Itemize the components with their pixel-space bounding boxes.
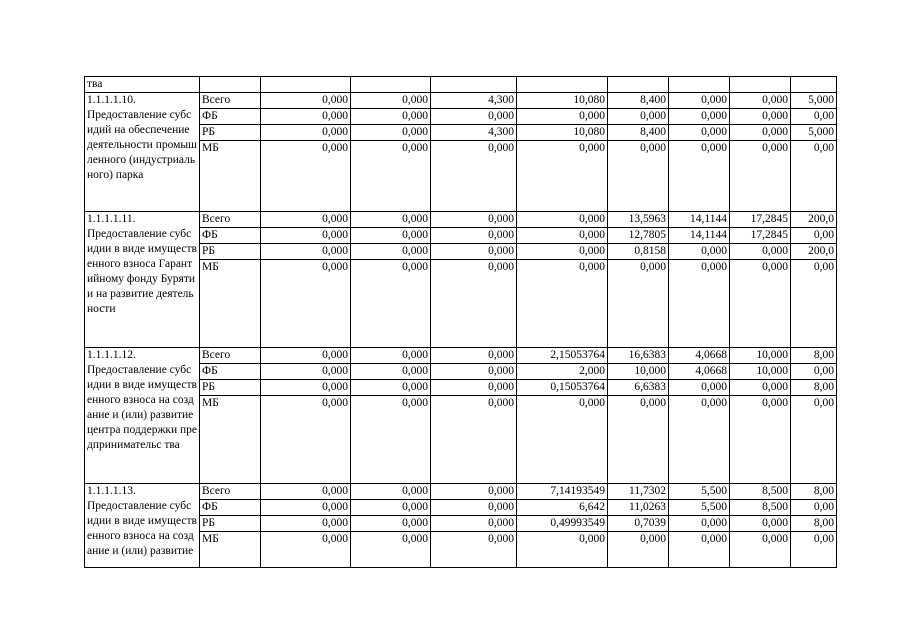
empty-cell	[730, 77, 791, 93]
value-cell: 5,500	[669, 484, 730, 500]
value-cell: 0,000	[351, 380, 431, 396]
value-cell: 0,49993549	[517, 516, 608, 532]
value-cell: 0,000	[431, 244, 517, 260]
item-code: 1.1.1.1.10.	[87, 94, 136, 106]
value-cell: 0,00	[791, 228, 837, 244]
funding-source-cell: РБ	[200, 125, 261, 141]
funding-source-cell: МБ	[200, 396, 261, 484]
value-cell: 0,000	[730, 244, 791, 260]
funding-source-cell: ФБ	[200, 228, 261, 244]
value-cell: 0,000	[261, 532, 351, 568]
table-row	[85, 212, 837, 228]
value-cell: 0,000	[669, 516, 730, 532]
value-cell: 17,2845	[730, 212, 791, 228]
value-cell: 8,400	[608, 93, 669, 109]
value-cell: 0,000	[351, 516, 431, 532]
value-cell: 8,00	[791, 348, 837, 364]
value-cell: 0,00	[791, 396, 837, 484]
value-cell: 0,000	[351, 212, 431, 228]
value-cell: 0,000	[730, 260, 791, 348]
value-cell: 0,000	[261, 396, 351, 484]
value-cell: 200,0	[791, 244, 837, 260]
table-row	[85, 348, 837, 364]
funding-source-cell: Всего	[200, 484, 261, 500]
value-cell: 4,300	[431, 125, 517, 141]
value-cell: 0,000	[608, 109, 669, 125]
funding-source-cell: Всего	[200, 348, 261, 364]
value-cell: 0,000	[669, 380, 730, 396]
value-cell: 0,00	[791, 109, 837, 125]
value-cell: 0,000	[431, 380, 517, 396]
value-cell: 0,000	[431, 348, 517, 364]
value-cell: 0,000	[517, 244, 608, 260]
value-cell: 0,000	[669, 244, 730, 260]
value-cell: 14,1144	[669, 228, 730, 244]
empty-cell	[351, 77, 431, 93]
value-cell: 0,000	[261, 260, 351, 348]
value-cell: 0,000	[351, 396, 431, 484]
value-cell: 0,000	[608, 532, 669, 568]
value-cell: 0,00	[791, 141, 837, 212]
value-cell: 0,000	[261, 516, 351, 532]
empty-cell	[608, 77, 669, 93]
funding-source-cell: ФБ	[200, 109, 261, 125]
value-cell: 6,6383	[608, 380, 669, 396]
item-description-cell	[85, 348, 200, 484]
value-cell: 0,000	[431, 516, 517, 532]
value-cell: 0,000	[730, 109, 791, 125]
funding-source-cell: МБ	[200, 532, 261, 568]
value-cell: 0,000	[431, 500, 517, 516]
value-cell: 0,000	[351, 484, 431, 500]
value-cell: 0,000	[261, 348, 351, 364]
value-cell: 11,7302	[608, 484, 669, 500]
empty-cell	[261, 77, 351, 93]
value-cell: 0,000	[669, 125, 730, 141]
funding-source-cell: ФБ	[200, 364, 261, 380]
funding-source-cell: РБ	[200, 516, 261, 532]
value-cell: 13,5963	[608, 212, 669, 228]
value-cell: 0,000	[431, 532, 517, 568]
value-cell: 0,00	[791, 532, 837, 568]
value-cell: 0,000	[669, 93, 730, 109]
value-cell: 8,00	[791, 380, 837, 396]
value-cell: 10,080	[517, 125, 608, 141]
value-cell: 5,000	[791, 125, 837, 141]
value-cell: 0,000	[431, 212, 517, 228]
value-cell: 5,000	[791, 93, 837, 109]
item-text: Предоставление субсидии в виде имущественного взноса на создание и (или) развитие центра поддержки предпринимательс тва	[87, 364, 198, 451]
funding-source-cell: ФБ	[200, 500, 261, 516]
value-cell: 2,000	[517, 364, 608, 380]
item-code: 1.1.1.1.11.	[87, 213, 136, 225]
value-cell: 0,000	[351, 364, 431, 380]
value-cell: 200,0	[791, 212, 837, 228]
value-cell: 0,000	[431, 364, 517, 380]
item-text: Предоставление субсидий на обеспечение деятельности промышленного (индустриального) парка	[87, 109, 198, 181]
value-cell: 0,000	[431, 228, 517, 244]
value-cell: 10,080	[517, 93, 608, 109]
value-cell: 0,000	[351, 228, 431, 244]
value-cell: 4,0668	[669, 364, 730, 380]
value-cell: 0,000	[351, 109, 431, 125]
value-cell: 0,000	[730, 125, 791, 141]
value-cell: 0,000	[261, 364, 351, 380]
value-cell: 0,000	[261, 380, 351, 396]
value-cell: 0,000	[517, 212, 608, 228]
value-cell: 0,8158	[608, 244, 669, 260]
value-cell: 0,00	[791, 260, 837, 348]
table-row-continued-header	[85, 77, 837, 93]
value-cell: 16,6383	[608, 348, 669, 364]
value-cell: 7,14193549	[517, 484, 608, 500]
value-cell: 0,000	[608, 260, 669, 348]
value-cell: 0,000	[431, 396, 517, 484]
value-cell: 0,000	[517, 228, 608, 244]
value-cell: 8,00	[791, 516, 837, 532]
funding-source-cell: МБ	[200, 260, 261, 348]
value-cell: 0,00	[791, 500, 837, 516]
value-cell: 0,000	[261, 244, 351, 260]
value-cell: 10,000	[730, 348, 791, 364]
value-cell: 0,7039	[608, 516, 669, 532]
value-cell: 0,000	[431, 141, 517, 212]
empty-cell	[431, 77, 517, 93]
value-cell: 0,000	[431, 260, 517, 348]
value-cell: 10,000	[730, 364, 791, 380]
value-cell: 10,000	[608, 364, 669, 380]
value-cell: 17,2845	[730, 228, 791, 244]
value-cell: 0,000	[730, 532, 791, 568]
funding-source-cell: Всего	[200, 212, 261, 228]
value-cell: 8,400	[608, 125, 669, 141]
item-code: 1.1.1.1.12.	[87, 349, 136, 361]
value-cell: 0,000	[351, 125, 431, 141]
value-cell: 0,000	[351, 244, 431, 260]
value-cell: 4,0668	[669, 348, 730, 364]
value-cell: 0,000	[261, 500, 351, 516]
value-cell: 0,000	[730, 380, 791, 396]
empty-cell	[669, 77, 730, 93]
table-row	[85, 93, 837, 109]
funding-source-cell: МБ	[200, 141, 261, 212]
value-cell: 0,000	[431, 484, 517, 500]
item-text: Предоставление субсидии в виде имущественного взноса на создание и (или) развитие	[87, 500, 197, 557]
value-cell: 0,000	[431, 109, 517, 125]
value-cell: 0,000	[351, 93, 431, 109]
value-cell: 0,00	[791, 364, 837, 380]
value-cell: 14,1144	[669, 212, 730, 228]
value-cell: 0,000	[669, 109, 730, 125]
value-cell: 0,000	[669, 141, 730, 212]
item-code: 1.1.1.1.13.	[87, 485, 136, 497]
value-cell: 12,7805	[608, 228, 669, 244]
value-cell: 0,000	[517, 532, 608, 568]
value-cell: 0,000	[261, 228, 351, 244]
value-cell: 2,15053764	[517, 348, 608, 364]
value-cell: 0,000	[608, 141, 669, 212]
value-cell: 0,000	[351, 141, 431, 212]
value-cell: 0,000	[261, 109, 351, 125]
value-cell: 0,000	[517, 396, 608, 484]
value-cell: 4,300	[431, 93, 517, 109]
value-cell: 5,500	[669, 500, 730, 516]
value-cell: 0,000	[730, 516, 791, 532]
value-cell: 0,000	[669, 260, 730, 348]
value-cell: 0,000	[261, 93, 351, 109]
value-cell: 0,000	[730, 93, 791, 109]
value-cell: 0,000	[261, 212, 351, 228]
empty-cell	[517, 77, 608, 93]
value-cell: 8,00	[791, 484, 837, 500]
value-cell: 0,000	[261, 141, 351, 212]
value-cell: 0,000	[351, 348, 431, 364]
continued-label-cell: тва	[85, 77, 200, 93]
value-cell: 6,642	[517, 500, 608, 516]
value-cell: 0,000	[351, 532, 431, 568]
value-cell: 8,500	[730, 500, 791, 516]
value-cell: 0,000	[517, 141, 608, 212]
empty-cell	[791, 77, 837, 93]
funding-source-cell: РБ	[200, 380, 261, 396]
budget-table	[84, 76, 837, 568]
value-cell: 0,000	[669, 396, 730, 484]
funding-source-cell: РБ	[200, 244, 261, 260]
table-row	[85, 484, 837, 500]
value-cell: 0,000	[351, 500, 431, 516]
value-cell: 0,000	[517, 109, 608, 125]
item-description-cell	[85, 484, 200, 568]
item-description-cell	[85, 212, 200, 348]
value-cell: 0,15053764	[517, 380, 608, 396]
item-description-cell	[85, 93, 200, 212]
value-cell: 0,000	[730, 396, 791, 484]
value-cell: 0,000	[261, 484, 351, 500]
value-cell: 11,0263	[608, 500, 669, 516]
empty-cell	[200, 77, 261, 93]
value-cell: 0,000	[669, 532, 730, 568]
value-cell: 8,500	[730, 484, 791, 500]
value-cell: 0,000	[517, 260, 608, 348]
value-cell: 0,000	[730, 141, 791, 212]
value-cell: 0,000	[351, 260, 431, 348]
value-cell: 0,000	[608, 396, 669, 484]
funding-source-cell: Всего	[200, 93, 261, 109]
item-text: Предоставление субсидии в виде имущественного взноса Гарантийному фонду Бурятии на развитие деятельности	[87, 228, 197, 315]
value-cell: 0,000	[261, 125, 351, 141]
